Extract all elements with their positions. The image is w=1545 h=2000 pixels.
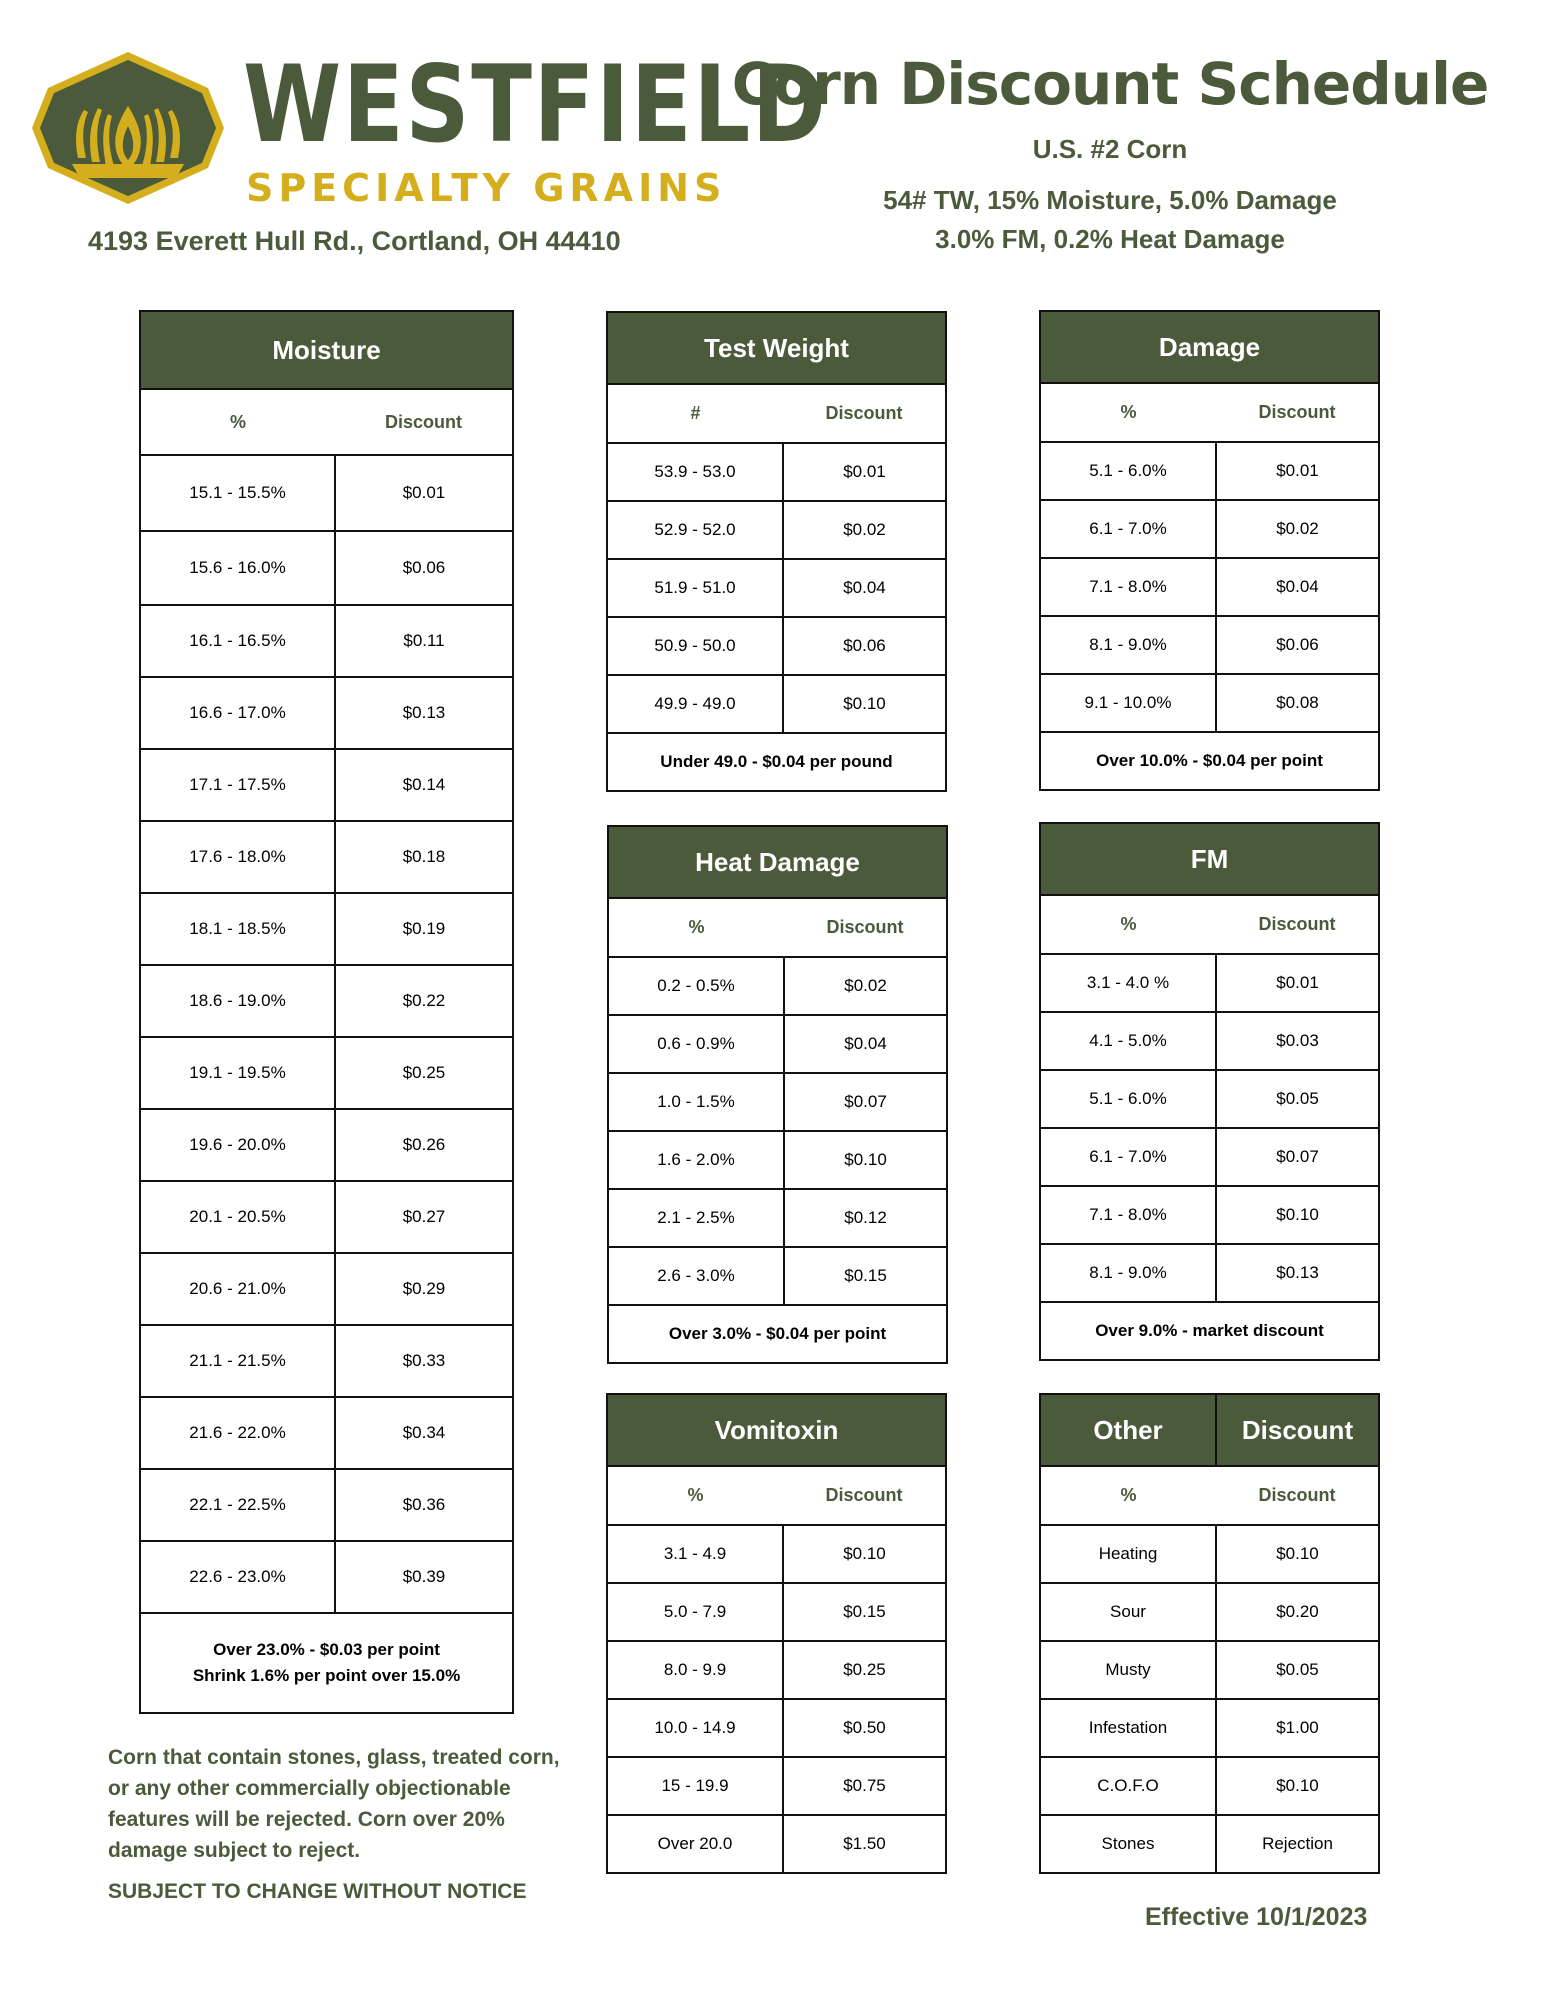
table-row [607,501,946,559]
column-header: % [608,898,784,957]
range-cell: 19.1 - 19.5% [140,1037,335,1109]
table-row [608,1131,947,1189]
table-row [607,1525,946,1583]
range-cell: 22.6 - 23.0% [140,1541,335,1613]
discount-cell: $0.02 [784,957,947,1015]
discount-cell: $0.04 [1216,558,1379,616]
discount-cell: $0.06 [1216,616,1379,674]
discount-cell: $0.10 [1216,1525,1379,1583]
table-row [1040,1699,1379,1757]
range-cell: 10.0 - 14.9 [607,1699,783,1757]
range-cell: 22.1 - 22.5% [140,1469,335,1541]
discount-cell: $0.05 [1216,1641,1379,1699]
range-cell: 2.1 - 2.5% [608,1189,784,1247]
column-header: Discount [1216,895,1379,954]
discount-cell: $0.36 [335,1469,513,1541]
table-row [140,1037,513,1109]
table-row [607,443,946,501]
table-row [607,1757,946,1815]
column-header: Discount [784,898,947,957]
table-footnote [140,1613,513,1713]
column-header: % [140,389,335,455]
table-title: Other [1040,1394,1216,1466]
discount-cell: $0.04 [783,559,946,617]
discount-cell: $0.15 [783,1583,946,1641]
change-notice: SUBJECT TO CHANGE WITHOUT NOTICE [108,1880,527,1903]
discount-cell: $0.01 [1216,954,1379,1012]
range-cell: 5.1 - 6.0% [1040,1070,1216,1128]
range-cell: 51.9 - 51.0 [607,559,783,617]
discount-cell: $0.11 [335,605,513,677]
table-footnote: Over 3.0% - $0.04 per point [608,1305,947,1363]
range-cell: Over 20.0 [607,1815,783,1873]
range-cell: 5.1 - 6.0% [1040,442,1216,500]
wheat-flame-logo-icon [28,48,228,208]
table-row [140,1253,513,1325]
discount-cell: $0.02 [783,501,946,559]
range-cell: 3.1 - 4.0 % [1040,954,1216,1012]
table-row [1040,1815,1379,1873]
discount-cell: $0.34 [335,1397,513,1469]
range-cell: 0.2 - 0.5% [608,957,784,1015]
discount-cell: $0.15 [784,1247,947,1305]
table-row [608,1189,947,1247]
table-row [140,605,513,677]
range-cell: 8.0 - 9.9 [607,1641,783,1699]
table-footnote: Over 9.0% - market discount [1040,1302,1379,1360]
column-header: Discount [783,384,946,443]
discount-cell: $0.33 [335,1325,513,1397]
discount-cell: $0.06 [783,617,946,675]
footnote-line: Shrink 1.6% per point over 15.0% [192,1666,461,1685]
discount-cell: $0.05 [1216,1070,1379,1128]
fm-table [1039,822,1380,1361]
table-row [1040,500,1379,558]
table-row [608,1073,947,1131]
range-cell: 9.1 - 10.0% [1040,674,1216,732]
table-row [140,1325,513,1397]
discount-cell: $0.12 [784,1189,947,1247]
column-header: Discount [335,389,513,455]
discount-cell: $0.10 [783,675,946,733]
range-cell: Sour [1040,1583,1216,1641]
table-row [1040,1186,1379,1244]
range-cell: 6.1 - 7.0% [1040,1128,1216,1186]
table-title: Moisture [140,311,513,389]
range-cell: 7.1 - 8.0% [1040,1186,1216,1244]
table-row [140,821,513,893]
range-cell: 2.6 - 3.0% [608,1247,784,1305]
range-cell: 50.9 - 50.0 [607,617,783,675]
table-row [607,1641,946,1699]
table-title: FM [1040,823,1379,895]
discount-cell: $0.10 [783,1525,946,1583]
column-header: % [1040,895,1216,954]
table-title: Heat Damage [608,826,947,898]
table-row [1040,1128,1379,1186]
other-table [1039,1393,1380,1874]
range-cell: 21.6 - 22.0% [140,1397,335,1469]
range-cell: 5.0 - 7.9 [607,1583,783,1641]
table-footnote: Under 49.0 - $0.04 per pound [607,733,946,791]
heat-damage-table [607,825,948,1364]
range-cell: 1.6 - 2.0% [608,1131,784,1189]
discount-cell: $0.14 [335,749,513,821]
table-row [1040,1583,1379,1641]
damage-table [1039,310,1380,791]
range-cell: 15.1 - 15.5% [140,455,335,531]
range-cell: 8.1 - 9.0% [1040,616,1216,674]
table-row [140,1541,513,1613]
discount-cell: $0.25 [783,1641,946,1699]
table-row [607,1699,946,1757]
discount-cell: $0.01 [335,455,513,531]
spec-line-2: 3.0% FM, 0.2% Heat Damage [935,224,1285,254]
effective-date: Effective 10/1/2023 [1145,1903,1368,1931]
range-cell: 15 - 19.9 [607,1757,783,1815]
table-row [607,559,946,617]
discount-cell: $0.13 [335,677,513,749]
table-row [608,1015,947,1073]
discount-cell: $0.27 [335,1181,513,1253]
table-title: Discount [1216,1394,1379,1466]
table-row [1040,954,1379,1012]
moisture-table [139,310,514,1714]
discount-cell: $0.18 [335,821,513,893]
test-weight-table [606,311,947,792]
range-cell: 18.1 - 18.5% [140,893,335,965]
brand-subtitle: SPECIALTY GRAINS [246,166,727,210]
range-cell: 15.6 - 16.0% [140,531,335,605]
table-row [140,965,513,1037]
table-row [1040,558,1379,616]
range-cell: 17.6 - 18.0% [140,821,335,893]
table-row [140,749,513,821]
table-row [140,677,513,749]
table-row [140,893,513,965]
vomitoxin-table [606,1393,947,1874]
rejection-note: Corn that contain stones, glass, treated corn, or any other commercially objectionable features will be rejected. Corn over 20% damage subject to reject. [108,1746,560,1862]
range-cell: C.O.F.O [1040,1757,1216,1815]
column-header: % [1040,383,1216,442]
table-row [1040,442,1379,500]
range-cell: 52.9 - 52.0 [607,501,783,559]
discount-cell: $1.00 [1216,1699,1379,1757]
range-cell: Stones [1040,1815,1216,1873]
discount-cell: $0.75 [783,1757,946,1815]
page-title: Corn Discount Schedule [731,50,1489,118]
discount-cell: $0.26 [335,1109,513,1181]
discount-cell: $0.50 [783,1699,946,1757]
discount-cell: $1.50 [783,1815,946,1873]
discount-cell: $0.01 [783,443,946,501]
range-cell: 0.6 - 0.9% [608,1015,784,1073]
range-cell: 16.6 - 17.0% [140,677,335,749]
table-row [1040,1012,1379,1070]
discount-cell: $0.06 [335,531,513,605]
address: 4193 Everett Hull Rd., Cortland, OH 44410 [88,226,621,256]
table-row [608,1247,947,1305]
table-row [140,1469,513,1541]
discount-cell: $0.01 [1216,442,1379,500]
grade-label: U.S. #2 Corn [1032,134,1188,164]
table-row [140,1397,513,1469]
discount-cell: $0.29 [335,1253,513,1325]
table-row [608,957,947,1015]
table-footnote: Over 10.0% - $0.04 per point [1040,732,1379,790]
discount-cell: $0.04 [784,1015,947,1073]
column-header: Discount [1216,383,1379,442]
range-cell: 21.1 - 21.5% [140,1325,335,1397]
range-cell: Infestation [1040,1699,1216,1757]
table-row [140,531,513,605]
discount-cell: $0.39 [335,1541,513,1613]
table-row [1040,1070,1379,1128]
range-cell: 4.1 - 5.0% [1040,1012,1216,1070]
range-cell: 18.6 - 19.0% [140,965,335,1037]
column-header: % [607,1466,783,1525]
table-row [1040,1244,1379,1302]
range-cell: 17.1 - 17.5% [140,749,335,821]
table-title: Damage [1040,311,1379,383]
column-header: Discount [1216,1466,1379,1525]
spec-line-1: 54# TW, 15% Moisture, 5.0% Damage [883,185,1337,215]
range-cell: 19.6 - 20.0% [140,1109,335,1181]
range-cell: 7.1 - 8.0% [1040,558,1216,616]
range-cell: 1.0 - 1.5% [608,1073,784,1131]
discount-cell: $0.20 [1216,1583,1379,1641]
discount-cell: $0.02 [1216,500,1379,558]
table-row [607,675,946,733]
range-cell: 49.9 - 49.0 [607,675,783,733]
table-row [1040,674,1379,732]
discount-cell: $0.08 [1216,674,1379,732]
range-cell: 53.9 - 53.0 [607,443,783,501]
table-row [607,617,946,675]
discount-cell: Rejection [1216,1815,1379,1873]
table-row [1040,1641,1379,1699]
discount-cell: $0.07 [784,1073,947,1131]
column-header: # [607,384,783,443]
footnote-line: Over 23.0% - $0.03 per point [213,1640,440,1659]
table-row [1040,1757,1379,1815]
table-row [140,1181,513,1253]
table-row [607,1583,946,1641]
discount-cell: $0.25 [335,1037,513,1109]
table-title: Test Weight [607,312,946,384]
discount-cell: $0.19 [335,893,513,965]
range-cell: 3.1 - 4.9 [607,1525,783,1583]
column-header: Discount [783,1466,946,1525]
range-cell: 16.1 - 16.5% [140,605,335,677]
table-row [140,455,513,531]
discount-cell: $0.07 [1216,1128,1379,1186]
discount-cell: $0.13 [1216,1244,1379,1302]
discount-cell: $0.22 [335,965,513,1037]
range-cell: 6.1 - 7.0% [1040,500,1216,558]
table-row [1040,1525,1379,1583]
range-cell: 8.1 - 9.0% [1040,1244,1216,1302]
range-cell: Heating [1040,1525,1216,1583]
range-cell: 20.6 - 21.0% [140,1253,335,1325]
table-row [140,1109,513,1181]
discount-cell: $0.10 [784,1131,947,1189]
column-header: % [1040,1466,1216,1525]
range-cell: 20.1 - 20.5% [140,1181,335,1253]
discount-cell: $0.10 [1216,1757,1379,1815]
discount-cell: $0.10 [1216,1186,1379,1244]
table-row [607,1815,946,1873]
table-row [1040,616,1379,674]
table-title: Vomitoxin [607,1394,946,1466]
range-cell: Musty [1040,1641,1216,1699]
brand-name: WESTFIELD [243,43,828,166]
discount-cell: $0.03 [1216,1012,1379,1070]
